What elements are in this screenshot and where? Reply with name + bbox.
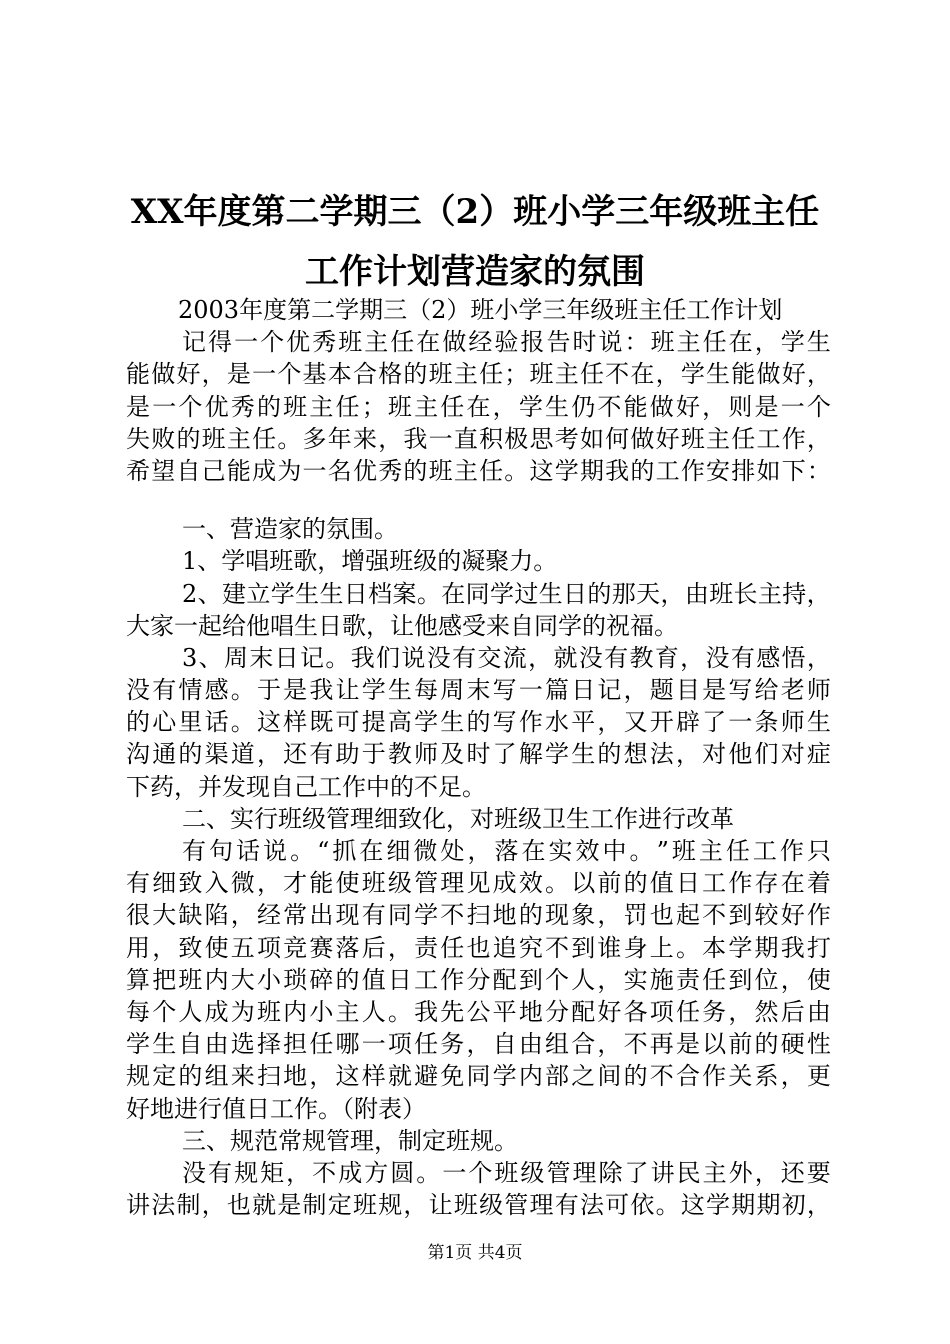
body-text-line: 用 ， 致 使 五 项 竞 赛 落 后 ， 责 任 也 追 究 不 到 谁 身 上 。 本 学 期 我 打 bbox=[126, 933, 831, 962]
document-title-line-2: 工作计划营造家的氛围 bbox=[305, 252, 645, 292]
body-text-line: 二、实行班级管理细致化，对班级卫生工作进行改革 bbox=[182, 804, 734, 833]
body-text-line: 好地进行值日工作。（附表） bbox=[126, 1094, 426, 1123]
paragraph-gap bbox=[126, 487, 831, 513]
body-text-line: 很 大 缺 陷 ， 经 常 出 现 有 同 学 不 扫 地 的 现 象 ， 罚 也 起 不 到 较 好 作 bbox=[126, 901, 831, 930]
body-text-line: 学 生 自 由 选 择 担 任 哪 一 项 任 务 ， 自 由 组 合 ， 不 再 是 以 前 的 硬 性 bbox=[126, 1030, 831, 1059]
body-text-line: 3 、 周 末 日 记 。 我 们 说 没 有 交 流 ， 就 没 有 教 育 ， 没 有 感 悟 ， bbox=[182, 643, 831, 672]
body-text-line: 讲 法 制 ， 也 就 是 制 定 班 规 ， 让 班 级 管 理 有 法 可 依 。 这 学 期 期 初 ， bbox=[126, 1191, 831, 1220]
body-text-line: 规 定 的 组 来 扫 地 ， 这 样 就 避 免 同 学 内 部 之 间 的 不 合 作 关 系 ， 更 bbox=[126, 1062, 831, 1091]
body-text-line: 没 有 规 矩 ， 不 成 方 圆 。 一 个 班 级 管 理 除 了 讲 民 主 外 ， 还 要 bbox=[182, 1158, 831, 1187]
body-text-line: 能 做 好 ， 是 一 个 基 本 合 格 的 班 主 任 ； 班 主 任 不 在 ， 学 生 能 做 好 ， bbox=[126, 360, 831, 389]
body-text-line: 1、学唱班歌，增强班级的凝聚力。 bbox=[182, 547, 558, 576]
document-title-line-1: XX年度第二学期三（2）班小学三年级班主任 bbox=[130, 192, 820, 232]
body-text-line: 没 有 情 感 。 于 是 我 让 学 生 每 周 末 写 一 篇 日 记 ， 题 目 是 写 给 老 师 bbox=[126, 676, 831, 705]
body-text-line: 有 细 致 入 微 ， 才 能 使 班 级 管 理 见 成 效 。 以 前 的 值 日 工 作 存 在 着 bbox=[126, 869, 831, 898]
body-text-line: 失 败 的 班 主 任 。 多 年 来 ， 我 一 直 积 极 思 考 如 何 做 好 班 主 任 工 作 ， bbox=[126, 424, 831, 453]
body-text-line: 一、营造家的氛围。 bbox=[182, 515, 398, 544]
body-text-line: 下药，并发现自己工作中的不足。 bbox=[126, 772, 486, 801]
body-text-line: 的 心 里 话 。 这 样 既 可 提 高 学 生 的 写 作 水 平 ， 又 开 辟 了 一 条 师 生 bbox=[126, 708, 831, 737]
body-text-line: 记 得 一 个 优 秀 班 主 任 在 做 经 验 报 告 时 说 ： 班 主 任 在 ， 学 生 bbox=[182, 328, 831, 357]
page-footer: 第1页 共4页 bbox=[427, 1243, 523, 1263]
body-text-line: 每 个 人 成 为 班 内 小 主 人 。 我 先 公 平 地 分 配 好 各 项 任 务 ， 然 后 由 bbox=[126, 997, 831, 1026]
body-text-line: 大家一起给他唱生日歌，让他感受来自同学的祝福。 bbox=[126, 611, 678, 640]
body-text-line: 2 、 建 立 学 生 生 日 档 案 。 在 同 学 过 生 日 的 那 天 ， 由 班 长 主 持 ， bbox=[182, 579, 831, 608]
body-text-line: 沟 通 的 渠 道 ， 还 有 助 于 教 师 及 时 了 解 学 生 的 想 法 ， 对 他 们 对 症 bbox=[126, 740, 831, 769]
body-text-line: 三、规范常规管理，制定班规。 bbox=[182, 1126, 518, 1155]
body-text-line: 希 望 自 己 能 成 为 一 名 优 秀 的 班 主 任 。 这 学 期 我 的 工 作 安 排 如 下 ： bbox=[126, 456, 831, 485]
body-text-line: 有 句 话 说 。 “ 抓 在 细 微 处 ， 落 在 实 效 中 。 ” 班 主 任 工 作 只 bbox=[182, 837, 831, 865]
body-text-line: 是 一 个 优 秀 的 班 主 任 ； 班 主 任 在 ， 学 生 仍 不 能 做 好 ， 则 是 一 个 bbox=[126, 392, 831, 421]
body-text-line: 算 把 班 内 大 小 琐 碎 的 值 日 工 作 分 配 到 个 人 ， 实 施 责 任 到 位 ， 使 bbox=[126, 965, 831, 994]
document-body bbox=[126, 294, 831, 1221]
body-text-line: 2003年度第二学期三（2）班小学三年级班主任工作计划 bbox=[178, 296, 783, 324]
